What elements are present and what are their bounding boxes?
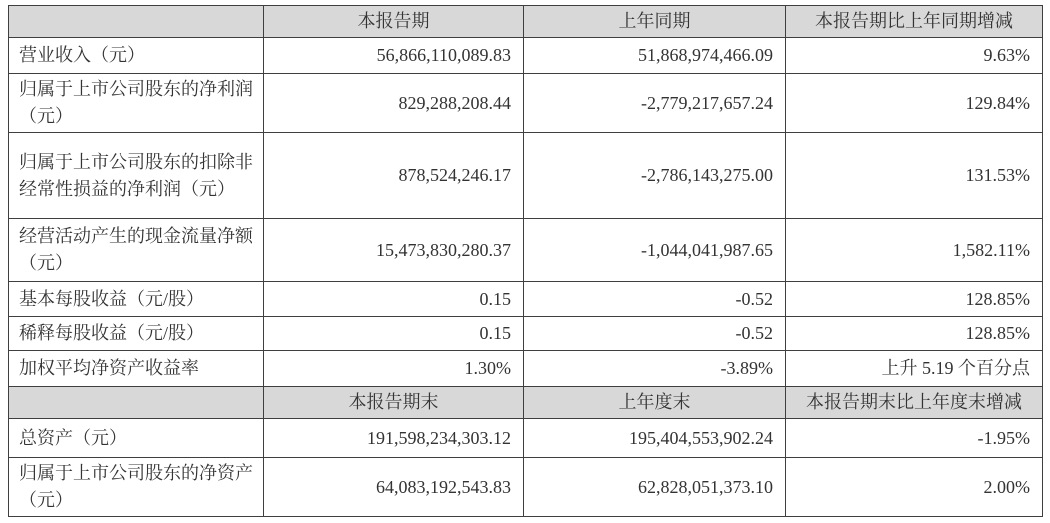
column-header-prior-period: 上年同期: [524, 6, 786, 38]
row-label: 营业收入（元）: [9, 38, 264, 74]
column-header-end-prior: 上年度末: [524, 387, 786, 419]
cell-prior: -2,779,217,657.24: [524, 74, 786, 133]
table-row-net-profit: [9, 74, 1043, 133]
column-header-period-change: 本报告期比上年同期增减: [786, 6, 1043, 38]
row-label: 总资产（元）: [9, 419, 264, 458]
table-row-operating-revenue: [9, 38, 1043, 74]
row-label: 归属于上市公司股东的净利润（元）: [9, 74, 264, 133]
cell-current: 878,524,246.17: [264, 133, 524, 219]
table-row-diluted-eps: [9, 317, 1043, 351]
row-label: 归属于上市公司股东的净资产（元）: [9, 458, 264, 517]
cell-current: 0.15: [264, 317, 524, 351]
financial-summary-table: [8, 5, 1043, 517]
cell-change: 1,582.11%: [786, 219, 1043, 282]
cell-prior: 62,828,051,373.10: [524, 458, 786, 517]
cell-prior: -2,786,143,275.00: [524, 133, 786, 219]
cell-prior: 51,868,974,466.09: [524, 38, 786, 74]
table-row-total-assets: [9, 419, 1043, 458]
cell-current: 829,288,208.44: [264, 74, 524, 133]
corner-cell: [9, 387, 264, 419]
table-row-net-assets: [9, 458, 1043, 517]
row-label: 稀释每股收益（元/股）: [9, 317, 264, 351]
table-row-weighted-avg-roe: [9, 351, 1043, 387]
column-header-end-change: 本报告期末比上年度末增减: [786, 387, 1043, 419]
cell-current: 1.30%: [264, 351, 524, 387]
cell-change: 128.85%: [786, 282, 1043, 317]
column-header-end-current: 本报告期末: [264, 387, 524, 419]
cell-change: -1.95%: [786, 419, 1043, 458]
cell-current: 191,598,234,303.12: [264, 419, 524, 458]
cell-current: 0.15: [264, 282, 524, 317]
cell-prior: -0.52: [524, 282, 786, 317]
cell-prior: -1,044,041,987.65: [524, 219, 786, 282]
row-label: 归属于上市公司股东的扣除非经常性损益的净利润（元）: [9, 133, 264, 219]
table-row-end-header: [9, 387, 1043, 419]
cell-change: 上升 5.19 个百分点: [786, 351, 1043, 387]
cell-change: 131.53%: [786, 133, 1043, 219]
table-row-operating-cash-flow: [9, 219, 1043, 282]
table-row-basic-eps: [9, 282, 1043, 317]
cell-current: 56,866,110,089.83: [264, 38, 524, 74]
cell-change: 129.84%: [786, 74, 1043, 133]
cell-prior: -0.52: [524, 317, 786, 351]
cell-change: 128.85%: [786, 317, 1043, 351]
cell-change: 2.00%: [786, 458, 1043, 517]
cell-current: 64,083,192,543.83: [264, 458, 524, 517]
cell-prior: -3.89%: [524, 351, 786, 387]
table-row-period-header: [9, 6, 1043, 38]
row-label: 加权平均净资产收益率: [9, 351, 264, 387]
corner-cell: [9, 6, 264, 38]
cell-current: 15,473,830,280.37: [264, 219, 524, 282]
column-header-current-period: 本报告期: [264, 6, 524, 38]
row-label: 基本每股收益（元/股）: [9, 282, 264, 317]
table-row-net-profit-excl-nonrecurring: [9, 133, 1043, 219]
row-label: 经营活动产生的现金流量净额（元）: [9, 219, 264, 282]
cell-prior: 195,404,553,902.24: [524, 419, 786, 458]
cell-change: 9.63%: [786, 38, 1043, 74]
